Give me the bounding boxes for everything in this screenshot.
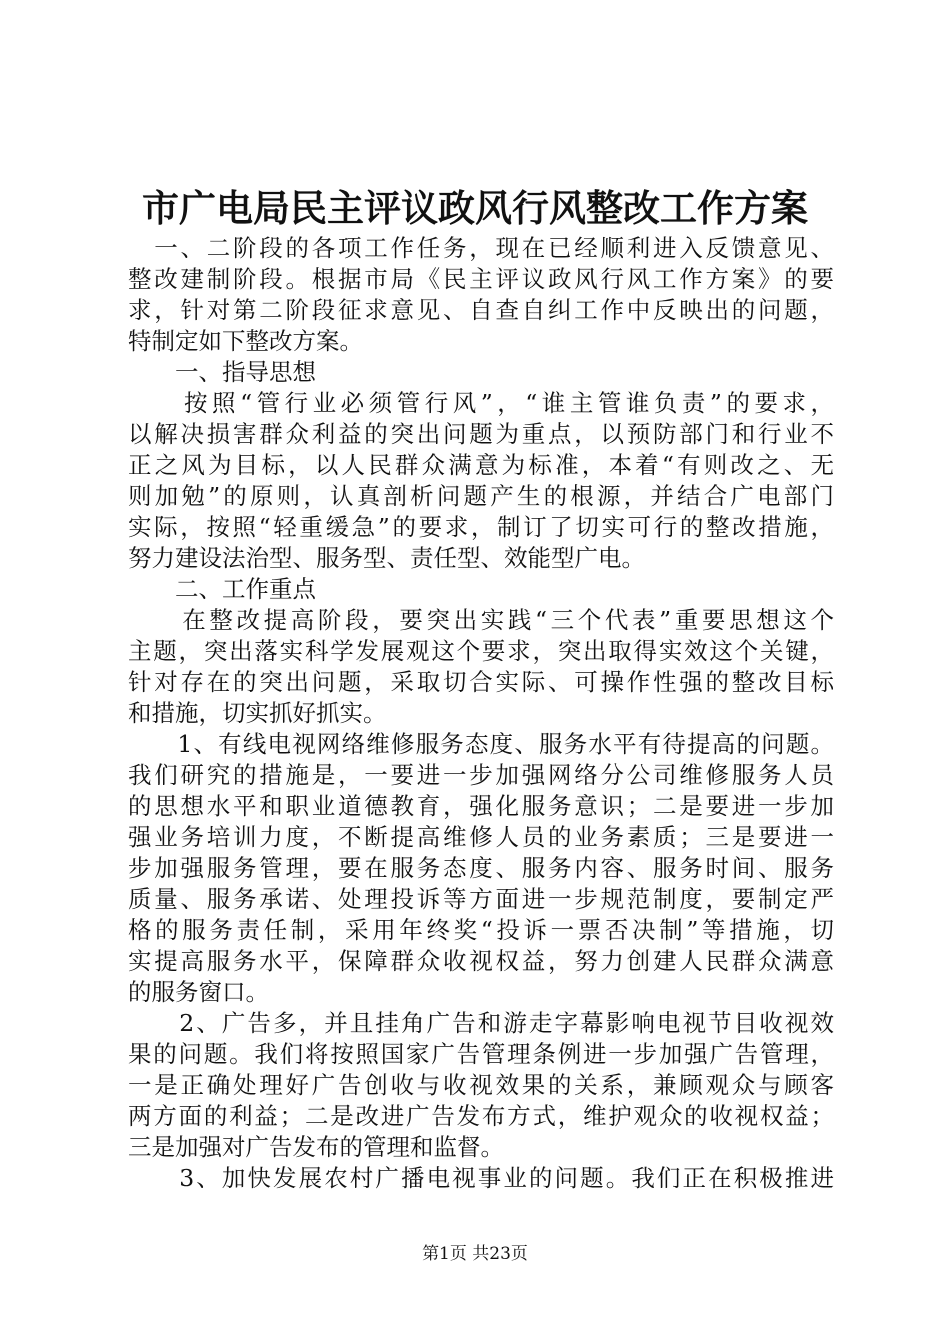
- body-line: 在整改提高阶段，要突出实践“三个代表”重要思想这个: [128, 606, 834, 634]
- body-line: 1、有线电视网络维修服务态度、服务水平有待提高的问题。: [128, 730, 834, 758]
- body-line: 努力建设法治型、服务型、责任型、效能型广电。: [128, 544, 645, 572]
- body-line: 两方面的利益；二是改进广告发布方式，维护观众的收视权益；: [128, 1102, 834, 1130]
- body-line: 一、二阶段的各项工作任务，现在已经顺利进入反馈意见、: [128, 234, 834, 262]
- body-line: 针对存在的突出问题，采取切合实际、可操作性强的整改目标: [128, 668, 834, 696]
- body-line: 强业务培训力度，不断提高维修人员的业务素质；三是要进一: [128, 823, 834, 851]
- body-line: 实际，按照“轻重缓急”的要求，制订了切实可行的整改措施，: [128, 513, 834, 541]
- body-line: 格的服务责任制，采用年终奖“投诉一票否决制”等措施，切: [128, 916, 834, 944]
- document-title: 市广电局民主评议政风行风整改工作方案: [142, 186, 808, 230]
- body-line: 步加强服务管理，要在服务态度、服务内容、服务时间、服务: [128, 854, 834, 882]
- body-line: 特制定如下整改方案。: [128, 327, 363, 355]
- body-line: 3、加快发展农村广播电视事业的问题。我们正在积极推进: [128, 1164, 834, 1192]
- document-body: [128, 233, 834, 1194]
- body-line: 我们研究的措施是，一要进一步加强网络分公司维修服务人员: [128, 761, 834, 789]
- body-line: 实提高服务水平，保障群众收视权益，努力创建人民群众满意: [128, 947, 834, 975]
- body-line: 2、广告多，并且挂角广告和游走字幕影响电视节目收视效: [128, 1009, 834, 1037]
- body-line: 和措施，切实抓好抓实。: [128, 699, 387, 727]
- body-line: 三是加强对广告发布的管理和监督。: [128, 1133, 504, 1161]
- body-line: 整改建制阶段。根据市局《民主评议政风行风工作方案》的要: [128, 265, 834, 293]
- body-line: 以解决损害群众利益的突出问题为重点，以预防部门和行业不: [128, 420, 834, 448]
- body-line: 质量、服务承诺、处理投诉等方面进一步规范制度，要制定严: [128, 885, 834, 913]
- body-line: 果的问题。我们将按照国家广告管理条例进一步加强广告管理，: [128, 1040, 834, 1068]
- body-line: 的服务窗口。: [128, 978, 269, 1006]
- body-line: 求，针对第二阶段征求意见、自查自纠工作中反映出的问题，: [128, 296, 834, 324]
- page-footer: 第1页 共23页: [422, 1244, 528, 1264]
- body-line: 正之风为目标，以人民群众满意为标准，本着“有则改之、无: [128, 451, 834, 479]
- body-line: 按照“管行业必须管行风”，“谁主管谁负责”的要求，: [128, 389, 834, 417]
- body-line: 主题，突出落实科学发展观这个要求，突出取得实效这个关键，: [128, 637, 834, 665]
- body-line: 一是正确处理好广告创收与收视效果的关系，兼顾观众与顾客: [128, 1071, 834, 1099]
- body-line: 二、工作重点: [128, 575, 316, 603]
- body-line: 的思想水平和职业道德教育，强化服务意识；二是要进一步加: [128, 792, 834, 820]
- body-line: 一、指导思想: [128, 358, 316, 386]
- body-line: 则加勉”的原则，认真剖析问题产生的根源，并结合广电部门: [128, 482, 834, 510]
